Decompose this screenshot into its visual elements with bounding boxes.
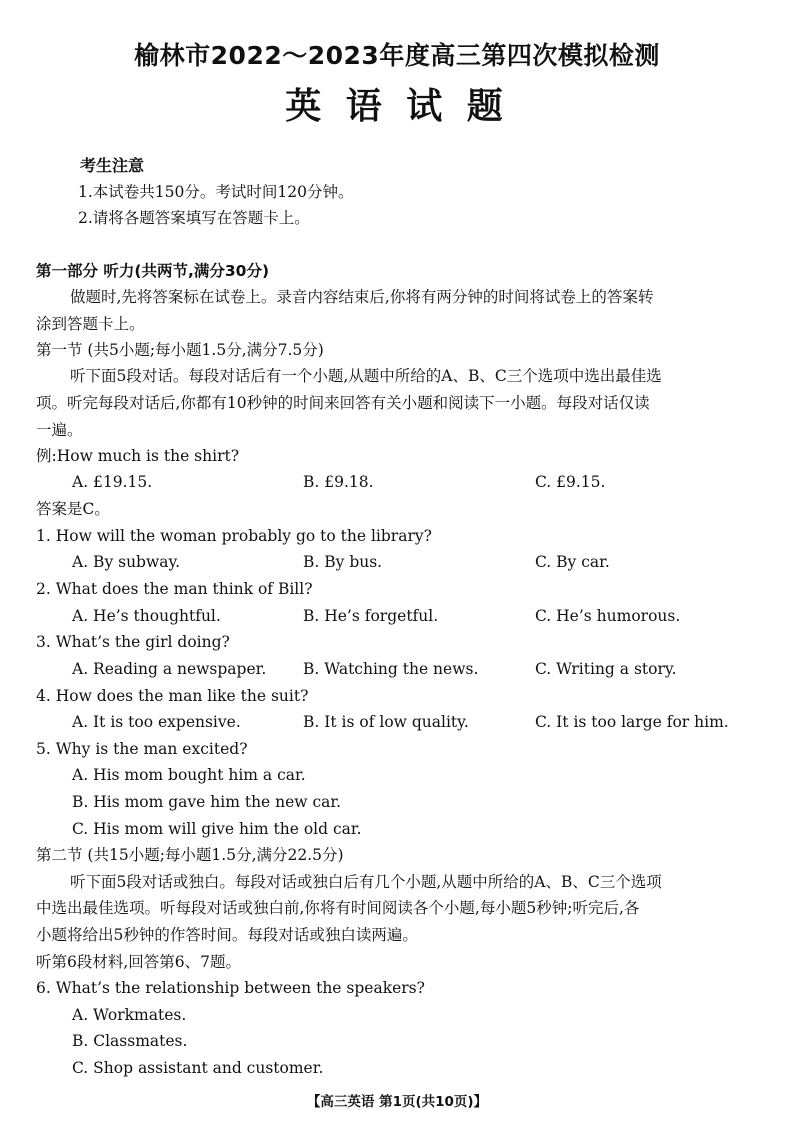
q5-option-c: C. His mom will give him the old car. (72, 820, 362, 838)
question-5: 5. Why is the man excited? (36, 740, 248, 758)
q6-option-b: B. Classmates. (72, 1032, 188, 1050)
question-6: 6. What’s the relationship between the speakers? (36, 979, 425, 997)
example-option-c: C. £9.15. (535, 473, 606, 491)
exam-title: 榆林市2022～2023年度高三第四次模拟检测 (134, 41, 660, 70)
part1-heading: 第一部分 听力(共两节,满分30分) (36, 262, 270, 280)
q1-option-b: B. By bus. (303, 553, 383, 571)
q5-option-b: B. His mom gave him the new car. (72, 793, 342, 811)
example-question: 例:How much is the shirt? (36, 447, 240, 465)
example-option-a: A. £19.15. (72, 473, 153, 491)
question-2: 2. What does the man think of Bill? (36, 580, 313, 598)
q6-option-c: C. Shop assistant and customer. (72, 1059, 324, 1077)
section1-instr-line-1: 听下面5段对话。每段对话后有一个小题,从题中所给的A、B、C三个选项中选出最佳选 (70, 367, 662, 385)
question-3: 3. What’s the girl doing? (36, 633, 230, 651)
question-4: 4. How does the man like the suit? (36, 687, 309, 705)
section2-instr-line-1: 听下面5段对话或独白。每段对话或独白后有几个小题,从题中所给的A、B、C三个选项 (70, 873, 662, 891)
part1-intro-line-2: 涂到答题卡上。 (36, 315, 145, 333)
q3-option-a: A. Reading a newspaper. (72, 660, 267, 678)
example-option-b: B. £9.18. (303, 473, 374, 491)
section2-heading: 第二节 (共15小题;每小题1.5分,满分22.5分) (36, 846, 344, 864)
q5-option-a: A. His mom bought him a car. (72, 766, 306, 784)
section2-instr-line-3: 小题将给出5秒钟的作答时间。每段对话或独白读两遍。 (36, 926, 418, 944)
section1-instr-line-2: 项。听完每段对话后,你都有10秒钟的时间来回答有关小题和阅读下一小题。每段对话仅读 (36, 394, 650, 412)
q4-option-c: C. It is too large for him. (535, 713, 729, 731)
q4-option-a: A. It is too expensive. (72, 713, 241, 731)
page-footer: 【高三英语 第1页(共10页)】 (306, 1094, 488, 1110)
section1-instr-line-3: 一遍。 (36, 421, 83, 439)
material-6-note: 听第6段材料,回答第6、7题。 (36, 953, 242, 971)
question-1: 1. How will the woman probably go to the library? (36, 527, 432, 545)
q1-option-c: C. By car. (535, 553, 610, 571)
subject-title: 英 语 试 题 (285, 86, 509, 127)
q2-option-a: A. He’s thoughtful. (72, 607, 221, 625)
q1-option-a: A. By subway. (72, 553, 181, 571)
q3-option-b: B. Watching the news. (303, 660, 479, 678)
notice-item-2: 2.请将各题答案填写在答题卡上。 (78, 209, 310, 227)
section2-instr-line-2: 中选出最佳选项。听每段对话或独白前,你将有时间阅读各个小题,每小题5秒钟;听完后,各 (36, 899, 640, 917)
q3-option-c: C. Writing a story. (535, 660, 677, 678)
q6-option-a: A. Workmates. (72, 1006, 187, 1024)
part1-intro-line-1: 做题时,先将答案标在试卷上。录音内容结束后,你将有两分钟的时间将试卷上的答案转 (70, 288, 654, 306)
section1-heading: 第一节 (共5小题;每小题1.5分,满分7.5分) (36, 341, 324, 359)
q2-option-b: B. He’s forgetful. (303, 607, 439, 625)
notice-item-1: 1.本试卷共150分。考试时间120分钟。 (78, 183, 354, 201)
notice-heading: 考生注意 (80, 156, 145, 175)
example-answer: 答案是C。 (36, 500, 110, 518)
q4-option-b: B. It is of low quality. (303, 713, 469, 731)
q2-option-c: C. He’s humorous. (535, 607, 681, 625)
